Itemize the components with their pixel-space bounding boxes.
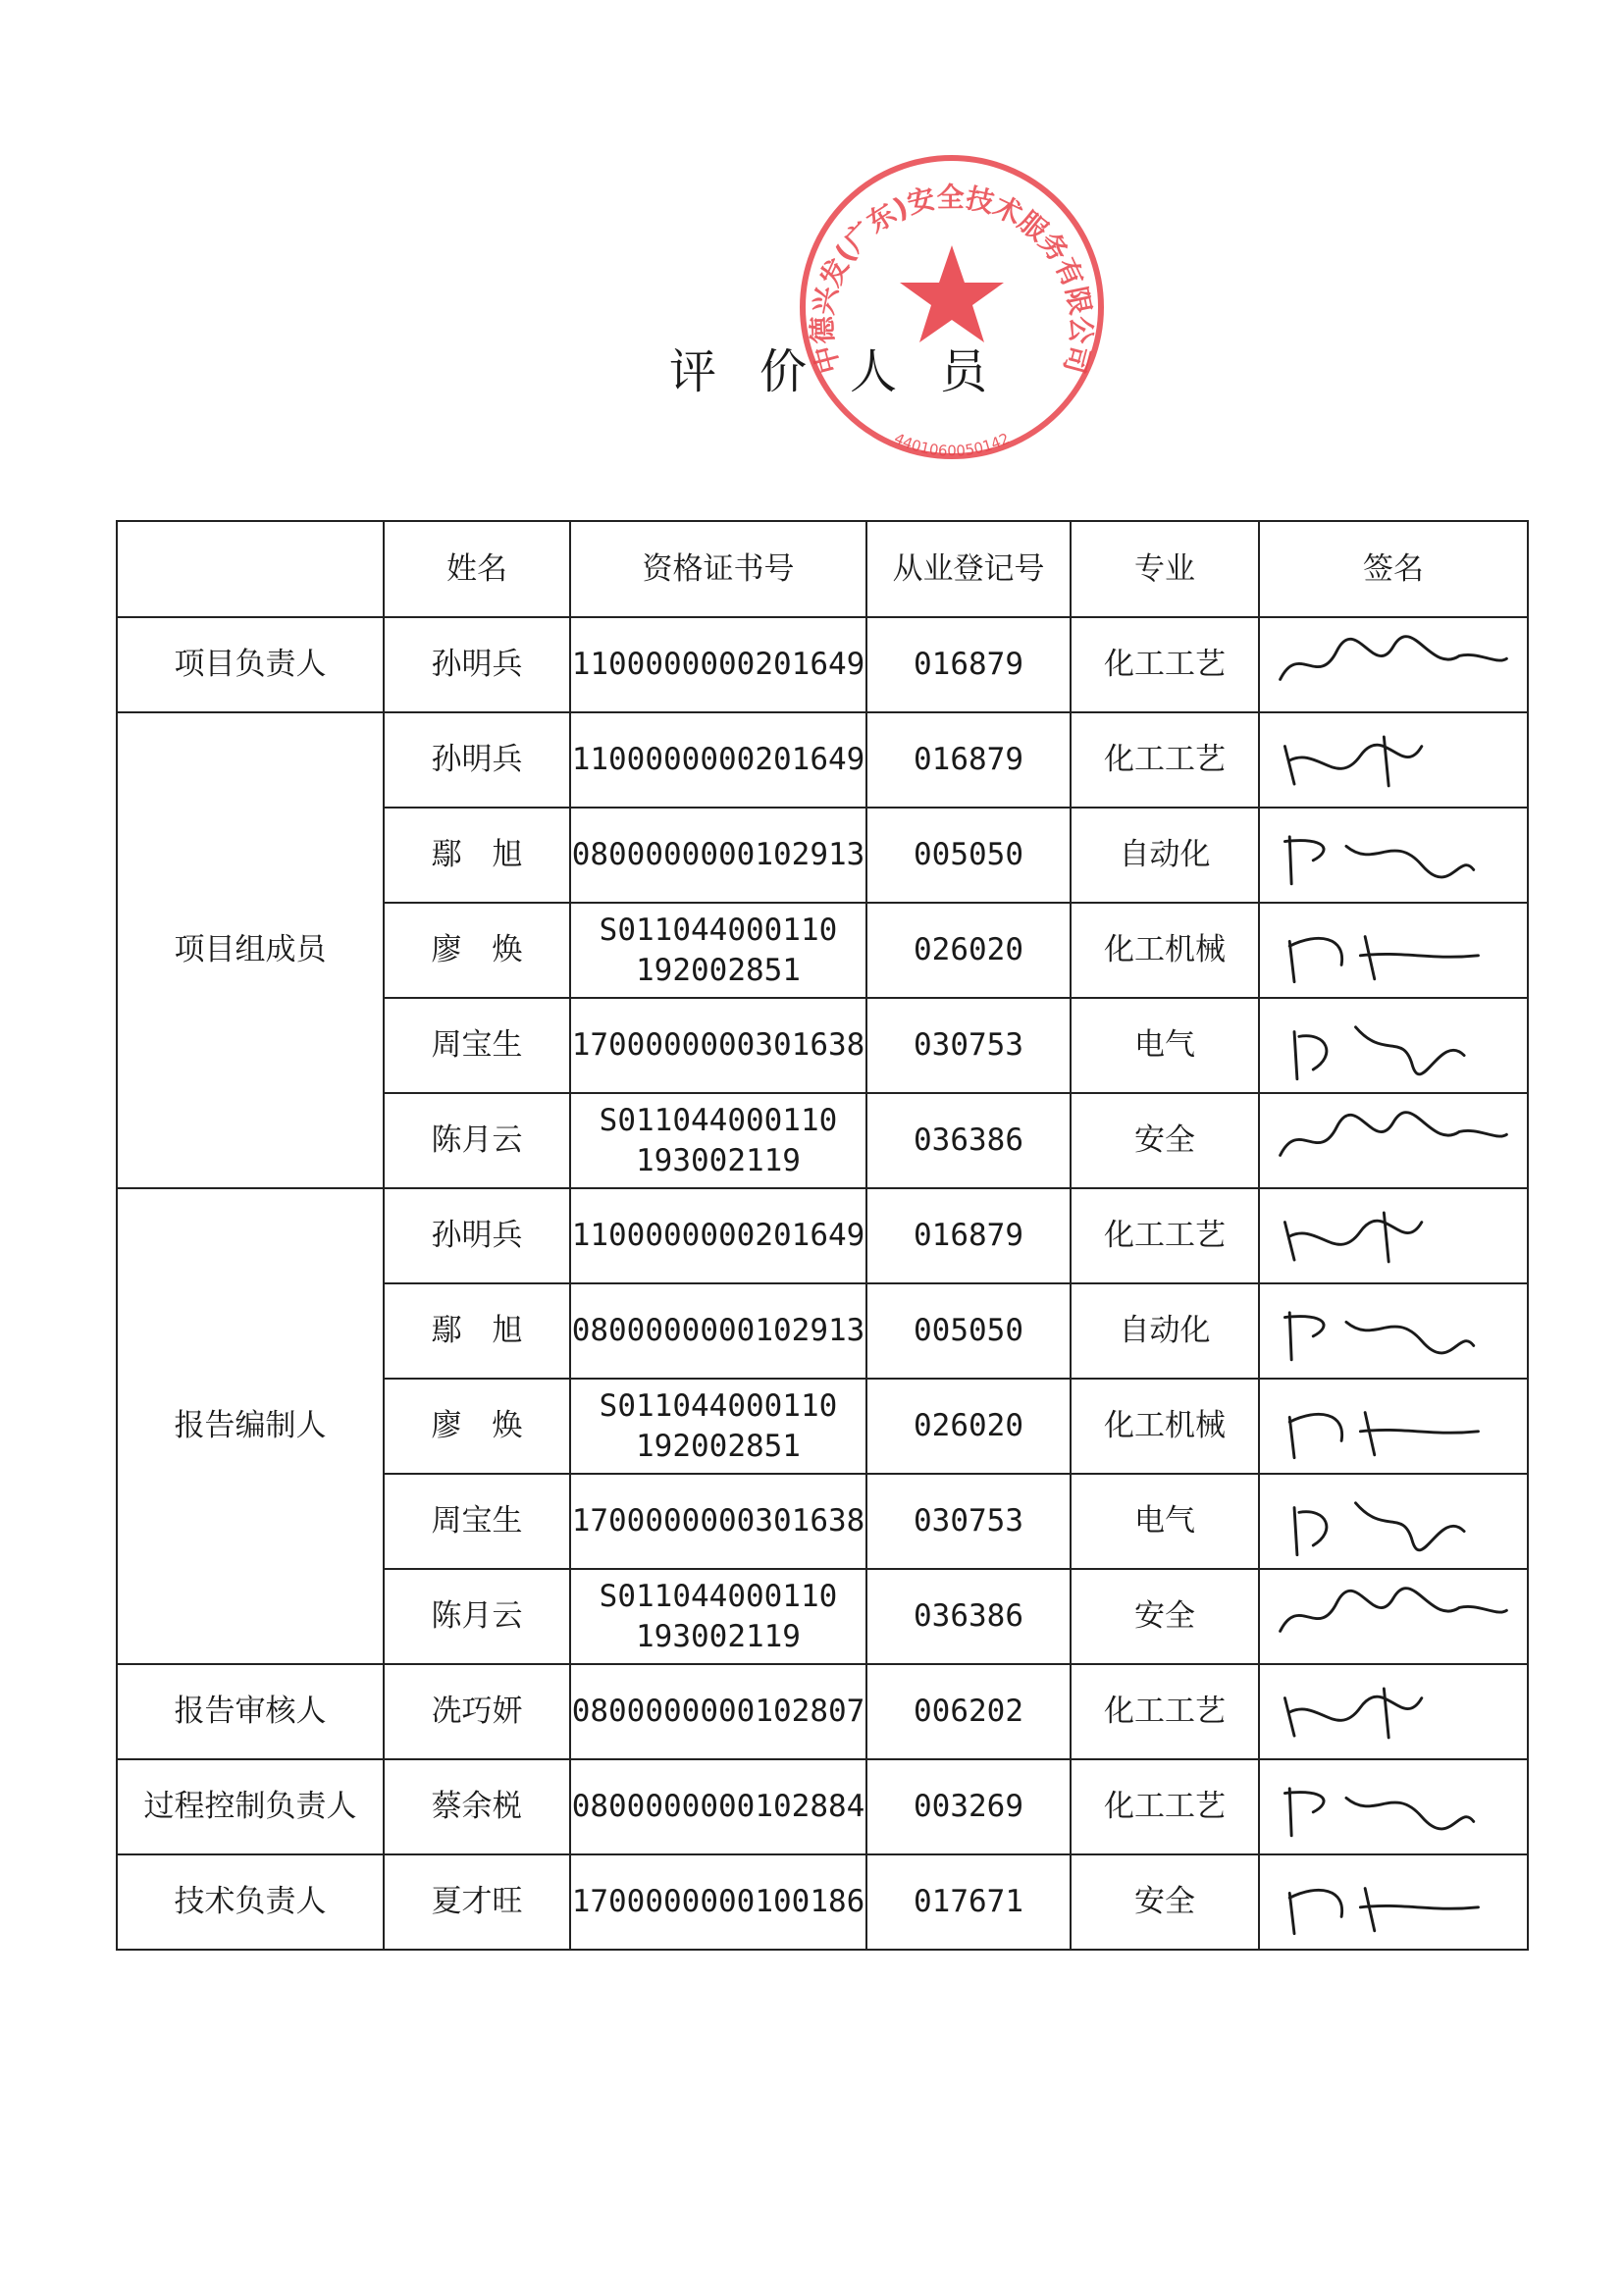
reg-cell: 036386: [866, 1093, 1071, 1188]
table-body: [117, 617, 1528, 1950]
handwritten-signature: [1271, 1288, 1516, 1375]
cert-line: 0800000000102913: [571, 1313, 865, 1349]
header-reg: 从业登记号: [866, 521, 1071, 617]
major-cell: 化工工艺: [1071, 1759, 1259, 1854]
major-cell: 安全: [1071, 1569, 1259, 1664]
name-cell: 鄢 旭: [384, 808, 570, 903]
signature-stroke: [1289, 1888, 1478, 1933]
name-cell: 蔡余棁: [384, 1759, 570, 1854]
reg-cell: 005050: [866, 1283, 1071, 1379]
role-cell: 项目组成员: [117, 712, 384, 1188]
cert-cell: [570, 903, 866, 998]
handwritten-signature: [1271, 622, 1516, 708]
reg-cell: 005050: [866, 808, 1071, 903]
cert-cell: [570, 998, 866, 1093]
table-header: [117, 521, 1528, 617]
reg-cell: 036386: [866, 1569, 1071, 1664]
major-cell: 安全: [1071, 1854, 1259, 1950]
signature-stroke: [1284, 736, 1421, 785]
signature-cell: [1259, 1093, 1528, 1188]
cert-cell: [570, 808, 866, 903]
handwritten-signature: [1271, 1669, 1516, 1755]
signature-stroke: [1281, 1112, 1507, 1155]
signature-stroke: [1289, 1412, 1478, 1457]
signature-stroke: [1289, 936, 1478, 981]
reg-cell: 026020: [866, 903, 1071, 998]
signature-cell: [1259, 1664, 1528, 1759]
signature-stroke: [1284, 1212, 1421, 1261]
cert-line: 0800000000102807: [571, 1694, 865, 1730]
header-role: [117, 521, 384, 617]
handwritten-signature: [1271, 1859, 1516, 1946]
name-cell: 陈月云: [384, 1093, 570, 1188]
role-cell: 报告编制人: [117, 1188, 384, 1664]
cert-cell: [570, 1474, 866, 1569]
header-name: 姓名: [384, 521, 570, 617]
name-cell: 廖 焕: [384, 903, 570, 998]
role-cell: 技术负责人: [117, 1854, 384, 1950]
handwritten-signature: [1271, 1003, 1516, 1089]
role-cell: 项目负责人: [117, 617, 384, 712]
signature-stroke: [1284, 1788, 1473, 1835]
seal-number: 4401060050142: [891, 429, 1013, 460]
name-cell: 周宝生: [384, 1474, 570, 1569]
cert-cell: [570, 1664, 866, 1759]
svg-text:4401060050142: [891, 430, 1012, 460]
handwritten-signature: [1271, 717, 1516, 804]
cert-line: S011044000110: [599, 1579, 838, 1615]
name-cell: 冼巧妍: [384, 1664, 570, 1759]
signature-cell: [1259, 808, 1528, 903]
cert-line: 192002851: [636, 1428, 801, 1464]
name-cell: 廖 焕: [384, 1379, 570, 1474]
title-char: 评: [668, 344, 716, 399]
signature-cell: [1259, 1283, 1528, 1379]
signature-cell: [1259, 1474, 1528, 1569]
cert-cell: [570, 1854, 866, 1950]
signature-cell: [1259, 1759, 1528, 1854]
signature-stroke: [1284, 1688, 1421, 1737]
major-cell: 电气: [1071, 998, 1259, 1093]
title-char: 员: [939, 344, 987, 399]
header-major: 专业: [1071, 521, 1259, 617]
reg-cell: 026020: [866, 1379, 1071, 1474]
cert-cell: [570, 1379, 866, 1474]
major-cell: 自动化: [1071, 808, 1259, 903]
cert-line: 193002119: [636, 1142, 801, 1178]
cert-cell: [570, 1569, 866, 1664]
handwritten-signature: [1271, 1098, 1516, 1184]
handwritten-signature: [1271, 812, 1516, 899]
table-row: [117, 617, 1528, 712]
header-signature: 签名: [1259, 521, 1528, 617]
cert-cell: [570, 1759, 866, 1854]
reg-cell: 016879: [866, 617, 1071, 712]
seal-ring-text: 中德兴发(广东)安全技术服务有限公司: [806, 181, 1098, 378]
signature-cell: [1259, 1569, 1528, 1664]
major-cell: 自动化: [1071, 1283, 1259, 1379]
cert-cell: [570, 1188, 866, 1283]
handwritten-signature: [1271, 1383, 1516, 1470]
name-cell: 夏才旺: [384, 1854, 570, 1950]
cert-cell: [570, 1093, 866, 1188]
major-cell: 化工工艺: [1071, 1664, 1259, 1759]
signature-stroke: [1284, 836, 1473, 883]
role-cell: 报告审核人: [117, 1664, 384, 1759]
handwritten-signature: [1271, 1574, 1516, 1660]
name-cell: 孙明兵: [384, 1188, 570, 1283]
table-row: [117, 712, 1528, 808]
signature-stroke: [1294, 1502, 1464, 1554]
name-cell: 鄢 旭: [384, 1283, 570, 1379]
table-row: [117, 1664, 1528, 1759]
reg-cell: 003269: [866, 1759, 1071, 1854]
cert-line: 0800000000102884: [571, 1789, 865, 1825]
signature-cell: [1259, 998, 1528, 1093]
cert-cell: [570, 712, 866, 808]
name-cell: 孙明兵: [384, 712, 570, 808]
name-cell: 孙明兵: [384, 617, 570, 712]
role-cell: 过程控制负责人: [117, 1759, 384, 1854]
signature-cell: [1259, 903, 1528, 998]
major-cell: 安全: [1071, 1093, 1259, 1188]
cert-line: 1700000000301638: [571, 1503, 865, 1539]
signature-stroke: [1294, 1026, 1464, 1078]
signature-cell: [1259, 617, 1528, 712]
major-cell: 化工机械: [1071, 1379, 1259, 1474]
name-cell: 陈月云: [384, 1569, 570, 1664]
cert-line: S011044000110: [599, 913, 838, 949]
cert-line: 0800000000102913: [571, 837, 865, 873]
reg-cell: 016879: [866, 712, 1071, 808]
seal-star-icon: [900, 245, 1004, 342]
personnel-table: [116, 520, 1529, 1951]
handwritten-signature: [1271, 1193, 1516, 1279]
table-row: [117, 1854, 1528, 1950]
cert-line: S011044000110: [599, 1388, 838, 1425]
signature-cell: [1259, 1854, 1528, 1950]
major-cell: 化工工艺: [1071, 1188, 1259, 1283]
signature-stroke: [1284, 1312, 1473, 1359]
cert-line: 1700000000100186: [571, 1884, 865, 1920]
reg-cell: 030753: [866, 1474, 1071, 1569]
table-row: [117, 1188, 1528, 1283]
signature-cell: [1259, 1188, 1528, 1283]
cert-line: 1100000000201649: [571, 1218, 865, 1254]
signature-cell: [1259, 1379, 1528, 1474]
cert-line: 193002119: [636, 1618, 801, 1654]
header-cert: 资格证书号: [570, 521, 866, 617]
signature-cell: [1259, 712, 1528, 808]
handwritten-signature: [1271, 1479, 1516, 1565]
company-seal: [790, 145, 1114, 469]
title-char: 价: [759, 344, 807, 399]
major-cell: 化工机械: [1071, 903, 1259, 998]
handwritten-signature: [1271, 1764, 1516, 1851]
cert-cell: [570, 1283, 866, 1379]
major-cell: 电气: [1071, 1474, 1259, 1569]
reg-cell: 017671: [866, 1854, 1071, 1950]
major-cell: 化工工艺: [1071, 712, 1259, 808]
table-row: [117, 1759, 1528, 1854]
handwritten-signature: [1271, 908, 1516, 994]
cert-line: 192002851: [636, 952, 801, 988]
reg-cell: 016879: [866, 1188, 1071, 1283]
cert-line: S011044000110: [599, 1103, 838, 1139]
major-cell: 化工工艺: [1071, 617, 1259, 712]
reg-cell: 030753: [866, 998, 1071, 1093]
reg-cell: 006202: [866, 1664, 1071, 1759]
cert-line: 1700000000301638: [571, 1027, 865, 1064]
cert-line: 1100000000201649: [571, 742, 865, 778]
signature-stroke: [1281, 636, 1507, 679]
signature-stroke: [1281, 1588, 1507, 1631]
name-cell: 周宝生: [384, 998, 570, 1093]
cert-line: 1100000000201649: [571, 647, 865, 683]
cert-cell: [570, 617, 866, 712]
title-char: 人: [849, 344, 897, 399]
